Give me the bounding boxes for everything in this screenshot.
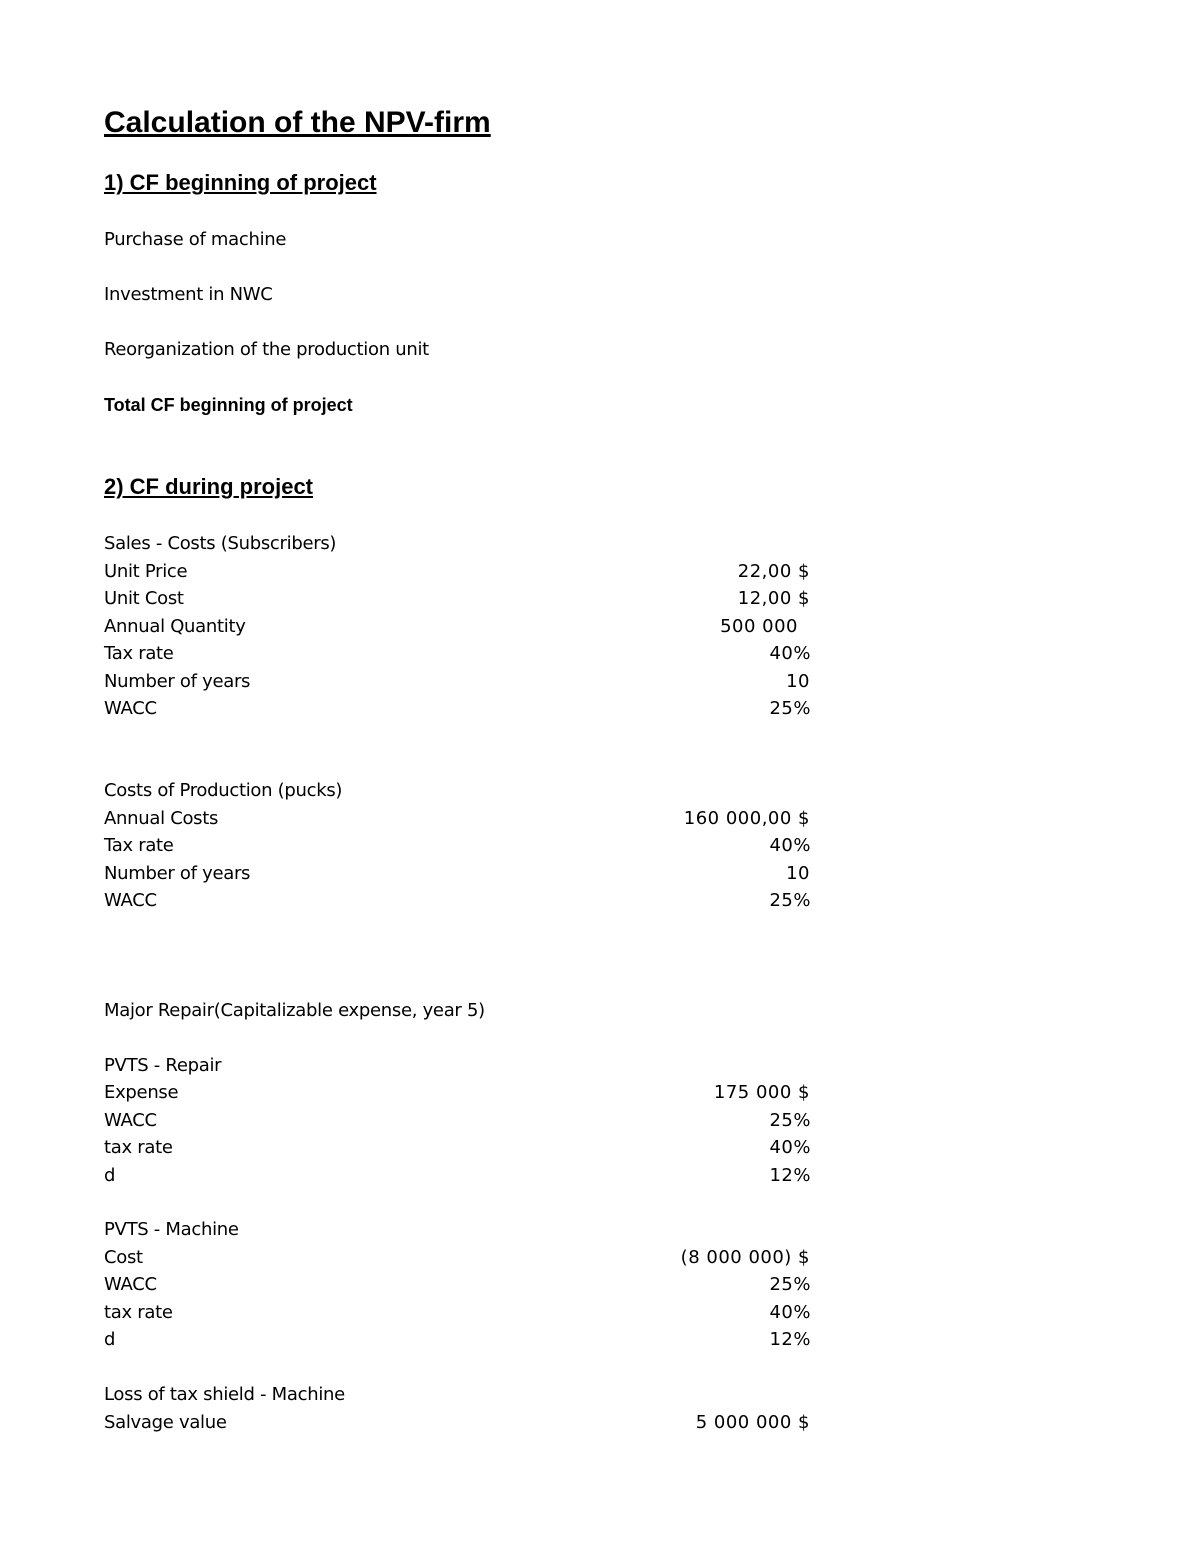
production-costs-title: Costs of Production (pucks)	[104, 780, 343, 801]
pvts-machine-title: PVTS - Machine	[104, 1219, 239, 1240]
machine-wacc-label: WACC	[104, 1274, 157, 1295]
annual-costs-value: 160 000,00 $	[683, 808, 810, 829]
salvage-value-value: 5 000 000 $	[695, 1412, 810, 1433]
page-title: Calculation of the NPV-firm	[104, 106, 491, 139]
machine-d-value: 12%	[769, 1329, 811, 1350]
machine-tax-rate-label: tax rate	[104, 1302, 173, 1323]
section2-heading: 2) CF during project	[104, 474, 313, 499]
section1-heading: 1) CF beginning of project	[104, 170, 377, 195]
production-years-label: Number of years	[104, 863, 251, 884]
reorganization-label: Reorganization of the production unit	[104, 339, 429, 360]
purchase-of-machine-label: Purchase of machine	[104, 229, 287, 250]
investment-nwc-label: Investment in NWC	[104, 284, 273, 305]
machine-cost-label: Cost	[104, 1247, 143, 1268]
sales-years-label: Number of years	[104, 671, 251, 692]
sales-wacc-value: 25%	[769, 698, 811, 719]
unit-price-value: 22,00 $	[737, 561, 810, 582]
sales-tax-rate-label: Tax rate	[104, 643, 174, 664]
repair-expense-label: Expense	[104, 1082, 179, 1103]
repair-tax-rate-value: 40%	[769, 1137, 811, 1158]
annual-quantity-value: 500 000	[720, 616, 798, 637]
repair-expense-value: 175 000 $	[713, 1082, 810, 1103]
unit-price-label: Unit Price	[104, 561, 188, 582]
repair-d-label: d	[104, 1165, 116, 1186]
sales-years-value: 10	[786, 671, 810, 692]
machine-wacc-value: 25%	[769, 1274, 811, 1295]
unit-cost-label: Unit Cost	[104, 588, 184, 609]
annual-quantity-label: Annual Quantity	[104, 616, 246, 637]
production-tax-rate-label: Tax rate	[104, 835, 174, 856]
sales-wacc-label: WACC	[104, 698, 157, 719]
repair-wacc-value: 25%	[769, 1110, 811, 1131]
unit-cost-value: 12,00 $	[737, 588, 810, 609]
loss-tax-shield-title: Loss of tax shield - Machine	[104, 1384, 345, 1405]
repair-wacc-label: WACC	[104, 1110, 157, 1131]
salvage-value-label: Salvage value	[104, 1412, 227, 1433]
repair-d-value: 12%	[769, 1165, 811, 1186]
annual-costs-label: Annual Costs	[104, 808, 219, 829]
sales-tax-rate-value: 40%	[769, 643, 811, 664]
machine-cost-value: (8 000 000) $	[680, 1247, 810, 1268]
major-repair-note: Major Repair(Capitalizable expense, year 5)	[104, 1000, 485, 1021]
production-wacc-label: WACC	[104, 890, 157, 911]
sales-costs-title: Sales - Costs (Subscribers)	[104, 533, 337, 554]
production-wacc-value: 25%	[769, 890, 811, 911]
total-cf-beginning-label: Total CF beginning of project	[104, 395, 353, 415]
repair-tax-rate-label: tax rate	[104, 1137, 173, 1158]
pvts-repair-title: PVTS - Repair	[104, 1055, 222, 1076]
production-tax-rate-value: 40%	[769, 835, 811, 856]
machine-tax-rate-value: 40%	[769, 1302, 811, 1323]
production-years-value: 10	[786, 863, 810, 884]
machine-d-label: d	[104, 1329, 116, 1350]
